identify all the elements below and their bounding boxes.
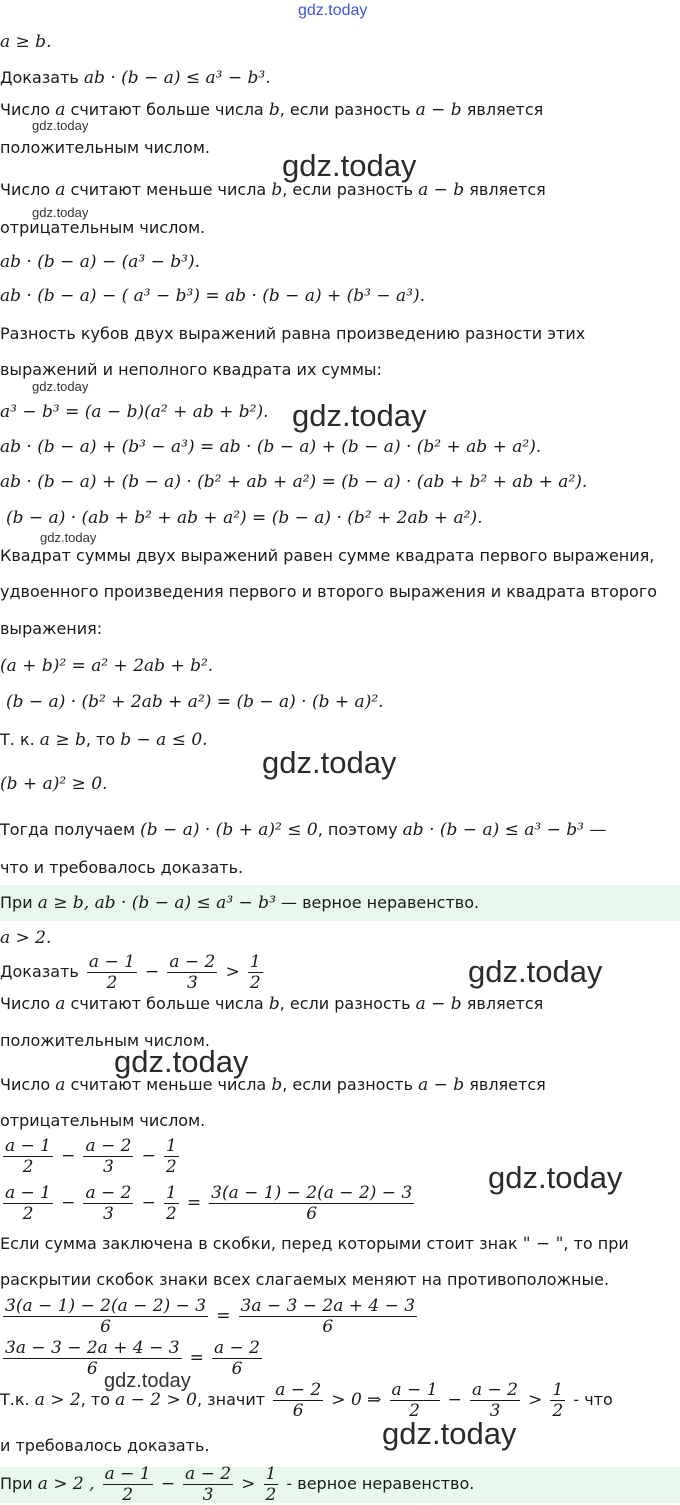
fraction: $\frac{a - 1}{2}$ <box>88 952 135 993</box>
then-1-end: что и требовалось доказать. <box>0 858 244 877</box>
text: - верное неравенство. <box>286 1474 475 1493</box>
rule-square-line-1: Квадрат суммы двух выражений равен сумме квадрата первого выражения, <box>0 546 655 565</box>
equation-3: a³ − b³ = (a − b)(a² + ab + b²). <box>0 402 269 422</box>
text: является <box>466 994 544 1013</box>
rule-brackets-line-1 <box>0 1234 629 1254</box>
fraction: $\frac{a - 1}{2}$ <box>5 1183 52 1224</box>
since-2-end: и требовалось доказать. <box>0 1436 210 1455</box>
expr: b − a ≤ 0. <box>120 730 208 750</box>
text: При <box>0 1474 33 1493</box>
since-2 <box>0 1380 613 1421</box>
text: считают больше числа <box>70 100 264 119</box>
fraction: $\frac{a - 2}{6}$ <box>275 1380 322 1421</box>
watermark-big: gdz.today <box>488 1160 623 1195</box>
fraction: $\frac{1}{2}$ <box>249 952 261 993</box>
definition-less <box>0 180 546 200</box>
prove-2 <box>0 952 266 993</box>
sign: " − " <box>522 1234 564 1254</box>
watermark-small: gdz.today <box>32 118 89 133</box>
operator: − <box>61 1146 76 1166</box>
equation-6: (b − a) · (ab + b² + ab + a²) = (b − a) · (b² + 2ab + a²). <box>6 508 483 528</box>
conclusion-2 <box>0 1464 474 1505</box>
expr: ab · (b − a) ≤ a³ − b³ — <box>402 820 607 840</box>
text: , если разность <box>282 1075 413 1094</box>
operator: = <box>186 1193 202 1213</box>
fraction: $\frac{a - 1}{2}$ <box>104 1464 151 1505</box>
fraction: $\frac{a - 1}{2}$ <box>5 1136 52 1177</box>
text: - что <box>573 1390 613 1409</box>
fraction: $\frac{a - 2}{3}$ <box>185 1464 232 1505</box>
operator: > <box>241 1474 256 1494</box>
difference: a − b <box>418 180 465 200</box>
text: считают меньше числа <box>70 1075 267 1094</box>
rule-square-line-3: выражения: <box>0 619 103 638</box>
expr: (b − a) · (b + a)² ≤ 0 <box>140 820 318 840</box>
text: , то <box>85 730 116 749</box>
watermark-big: gdz.today <box>282 148 417 183</box>
fraction: $\frac{a - 1}{2}$ <box>391 1380 438 1421</box>
prove-1 <box>0 68 271 88</box>
text: считают меньше числа <box>70 180 267 199</box>
fraction: $\frac{3(a - 1) - 2(a - 2) - 3}{6}$ <box>5 1296 207 1337</box>
since-1 <box>0 730 208 750</box>
rule-cubes-line-1: Разность кубов двух выражений равна произведению разности этих <box>0 324 586 343</box>
difference: a − b <box>418 1075 465 1095</box>
expr: a ≥ b <box>39 730 86 750</box>
var: a <box>55 994 66 1014</box>
text: является <box>466 100 544 119</box>
equation-4: ab · (b − a) + (b³ − a³) = ab · (b − a) + (b − a) · (b² + ab + a²). <box>0 437 542 457</box>
fraction: $\frac{1}{2}$ <box>165 1136 177 1177</box>
expr: a − 2 > 0 <box>115 1390 197 1410</box>
fraction: $\frac{3a - 3 - 2a + 4 - 3}{6}$ <box>240 1296 416 1337</box>
operator: − <box>141 1146 156 1166</box>
text: , то <box>80 1390 110 1409</box>
prove-label: Доказать <box>0 68 79 87</box>
operator: − <box>141 1193 156 1213</box>
watermark-small: gdz.today <box>32 205 89 220</box>
var: b <box>268 994 280 1014</box>
var: a <box>55 1075 66 1095</box>
expr: a > 2 , <box>37 1474 95 1494</box>
var: b <box>268 100 280 120</box>
fraction: $\frac{1}{2}$ <box>165 1183 177 1224</box>
rule-square-line-2: удвоенного произведения первого и второго выражения и квадрата второго <box>0 582 658 601</box>
watermark-small: gdz.today <box>104 1370 191 1392</box>
definition-greater-2 <box>0 994 543 1014</box>
equation-9: (b + a)² ≥ 0. <box>0 774 108 794</box>
text: Число <box>0 1075 51 1094</box>
text: — верное неравенство. <box>280 893 480 912</box>
fraction: $\frac{3a - 3 - 2a + 4 - 3}{6}$ <box>5 1338 180 1379</box>
var: b <box>271 1075 283 1095</box>
operator: − <box>61 1193 76 1213</box>
expression-common-denominator <box>0 1183 417 1224</box>
operator: − <box>160 1474 175 1494</box>
operator: − <box>447 1390 462 1410</box>
difference: a − b <box>415 100 462 120</box>
text: Число <box>0 100 51 119</box>
definition-greater-2-end: положительным числом. <box>0 1031 210 1050</box>
implication: > 0 ⇒ <box>331 1390 382 1410</box>
equation-5: ab · (b − a) + (b − a) · (b² + ab + a²) = (b − a) · (ab + b² + ab + a²). <box>0 472 588 492</box>
watermark-big: gdz.today <box>262 745 397 780</box>
expression-start <box>0 1136 182 1177</box>
given-2: a > 2. <box>0 928 52 948</box>
text: считают больше числа <box>70 994 264 1013</box>
expr: a > 2 <box>34 1390 81 1410</box>
given-1: a ≥ b. <box>0 32 52 52</box>
fraction: $\frac{1}{2}$ <box>265 1464 277 1505</box>
text: , поэтому <box>317 820 398 839</box>
fraction: $\frac{1}{2}$ <box>552 1380 564 1421</box>
fraction: $\frac{3(a - 1) - 2(a - 2) - 3}{6}$ <box>211 1183 413 1224</box>
var: a <box>55 180 66 200</box>
watermark-small: gdz.today <box>32 379 89 394</box>
equation-8: (b − a) · (b² + 2ab + a²) = (b − a) · (b + a)². <box>6 692 384 712</box>
text: , если разность <box>279 994 411 1013</box>
difference: a − b <box>415 994 462 1014</box>
watermark-big: gdz.today <box>382 1416 517 1451</box>
prove-label: Доказать <box>0 962 79 981</box>
text: Тогда получаем <box>0 820 136 839</box>
operator: > <box>528 1390 543 1410</box>
text: , если разность <box>279 100 411 119</box>
text: , значит <box>196 1390 266 1409</box>
equation-1: ab · (b − a) − (a³ − b³). <box>0 252 200 272</box>
definition-less-2-end: отрицательным числом. <box>0 1111 206 1130</box>
operator: = <box>216 1306 231 1326</box>
watermark-small: gdz.today <box>40 530 97 545</box>
text: , то при <box>563 1234 629 1253</box>
text: , если разность <box>282 180 413 199</box>
site-watermark: gdz.today <box>298 2 368 19</box>
fraction: $\frac{a - 2}{3}$ <box>471 1380 518 1421</box>
text: является <box>469 1075 546 1094</box>
text: Если сумма заключена в скобки, перед которыми стоит знак <box>0 1234 518 1253</box>
definition-greater-end: положительным числом. <box>0 138 210 157</box>
text: является <box>469 180 546 199</box>
definition-less-end: отрицательным числом. <box>0 218 206 237</box>
rule-cubes-line-2: выражений и неполного квадрата их суммы: <box>0 360 382 379</box>
definition-less-2 <box>0 1075 546 1095</box>
prove-expression: ab · (b − a) ≤ a³ − b³. <box>83 68 271 88</box>
watermark-big: gdz.today <box>468 954 603 989</box>
watermark-big: gdz.today <box>292 398 427 433</box>
watermark-big: gdz.today <box>114 1044 249 1079</box>
fraction: $\frac{a - 2}{3}$ <box>85 1136 132 1177</box>
equation-2: ab · (b − a) − ( a³ − b³) = ab · (b − a) + (b³ − a³). <box>0 286 426 306</box>
then-1 <box>0 820 606 840</box>
operator: = <box>189 1348 204 1368</box>
fraction: $\frac{a - 2}{3}$ <box>85 1183 132 1224</box>
operator: − <box>145 962 160 982</box>
expr: a ≥ b, ab · (b − a) ≤ a³ − b³ <box>37 893 276 913</box>
text: Т.к. <box>0 1390 30 1409</box>
rule-brackets-line-2: раскрытии скобок знаки всех слагаемых меняют на противоположные. <box>0 1270 610 1289</box>
fraction: $\frac{a - 2}{6}$ <box>214 1338 261 1379</box>
conclusion-1 <box>0 893 479 913</box>
var: b <box>271 180 283 200</box>
expression-expanded <box>0 1296 420 1337</box>
text: Число <box>0 180 51 199</box>
equation-7: (a + b)² = a² + 2ab + b². <box>0 656 214 676</box>
var: a <box>55 100 66 120</box>
text: Число <box>0 994 51 1013</box>
definition-greater <box>0 100 543 120</box>
text: Т. к. <box>0 730 35 749</box>
fraction: $\frac{a - 2}{3}$ <box>169 952 216 993</box>
operator: > <box>225 962 240 982</box>
text: При <box>0 893 33 912</box>
